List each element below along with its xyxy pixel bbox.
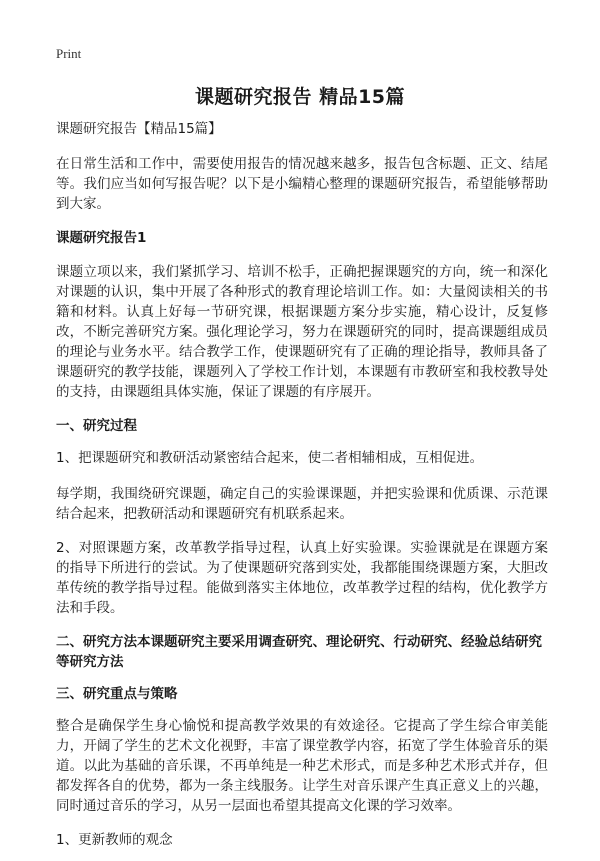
focus-heading: 三、研究重点与策略 [56,686,178,702]
process-heading: 一、研究过程 [56,418,137,434]
focus-paragraph: 整合是确保学生身心愉悦和提高教学效果的有效途径。它提高了学生综合审美能力，开阔了学生的艺术文化视野，丰富了课堂教学内容，拓宽了学生体验音乐的渠道。以此为基础的音乐课，不再单纯是一种艺术形式，而是多种艺术形式并存，但都发挥各自的优势，都为一条主线服务。让学生对音乐课产生真正意义上的兴趣，同时通过音乐的学习，从另一层面也希望其提高文化课的学习效率。 [56,718,548,814]
focus-item-1: 1、更新教师的观念 [56,832,173,848]
process-item-2: 2、对照课题方案，改革教学指导过程，认真上好实验课。实验课就是在课题方案的指导下所进行的尝试。为了使课题研究落到实处，我都能围绕课题方案，大胆改革传统的教学指导过程。能做到落实主体地位，改革教学过程的结构，优化教学方法和手段。 [56,540,548,616]
document-body [56,119,548,861]
section1-body: 课题立项以来，我们紧抓学习、培训不松手，正确把握课题究的方向，统一和深化对课题的认识，集中开展了各种形式的教育理论培训工作。如：大量阅读相关的书籍和材料。认真上好每一节研究课，根据课题方案分步实施，精心设计，反复修改，不断完善研究方案。强化理论学习，努力在课题研究的同时，提高课题组成员的理论与业务水平。结合教学工作，使课题研究有了正确的理论指导，教师具备了课题研究的教学技能，课题列入了学校工作计划，本课题有市教研室和我校教导处的支持，由课题组具体实施，保证了课题的有序展开。 [56,264,548,400]
document-subtitle: 课题研究报告【精品15篇】 [56,121,222,137]
process-paragraph-2: 每学期，我围绕研究课题，确定自己的实验课课题，并把实验课和优质课、示范课结合起来，把教研活动和课题研究有机联系起来。 [56,486,548,522]
page-title: 课题研究报告 精品15篇 [194,86,406,108]
process-item-1: 1、把课题研究和教研活动紧密结合起来，使二者相辅相成，互相促进。 [56,450,484,466]
methods-heading: 二、研究方法本课题研究主要采用调查研究、理论研究、行动研究、经验总结研究等研究方法 [56,634,542,670]
section1-heading: 课题研究报告1 [56,230,147,246]
intro-paragraph: 在日常生活和工作中，需要使用报告的情况越来越多，报告包含标题、正文、结尾等。我们应当如何写报告呢？以下是小编精心整理的课题研究报告，希望能够帮助到大家。 [56,156,548,212]
print-label: Print [56,46,82,61]
